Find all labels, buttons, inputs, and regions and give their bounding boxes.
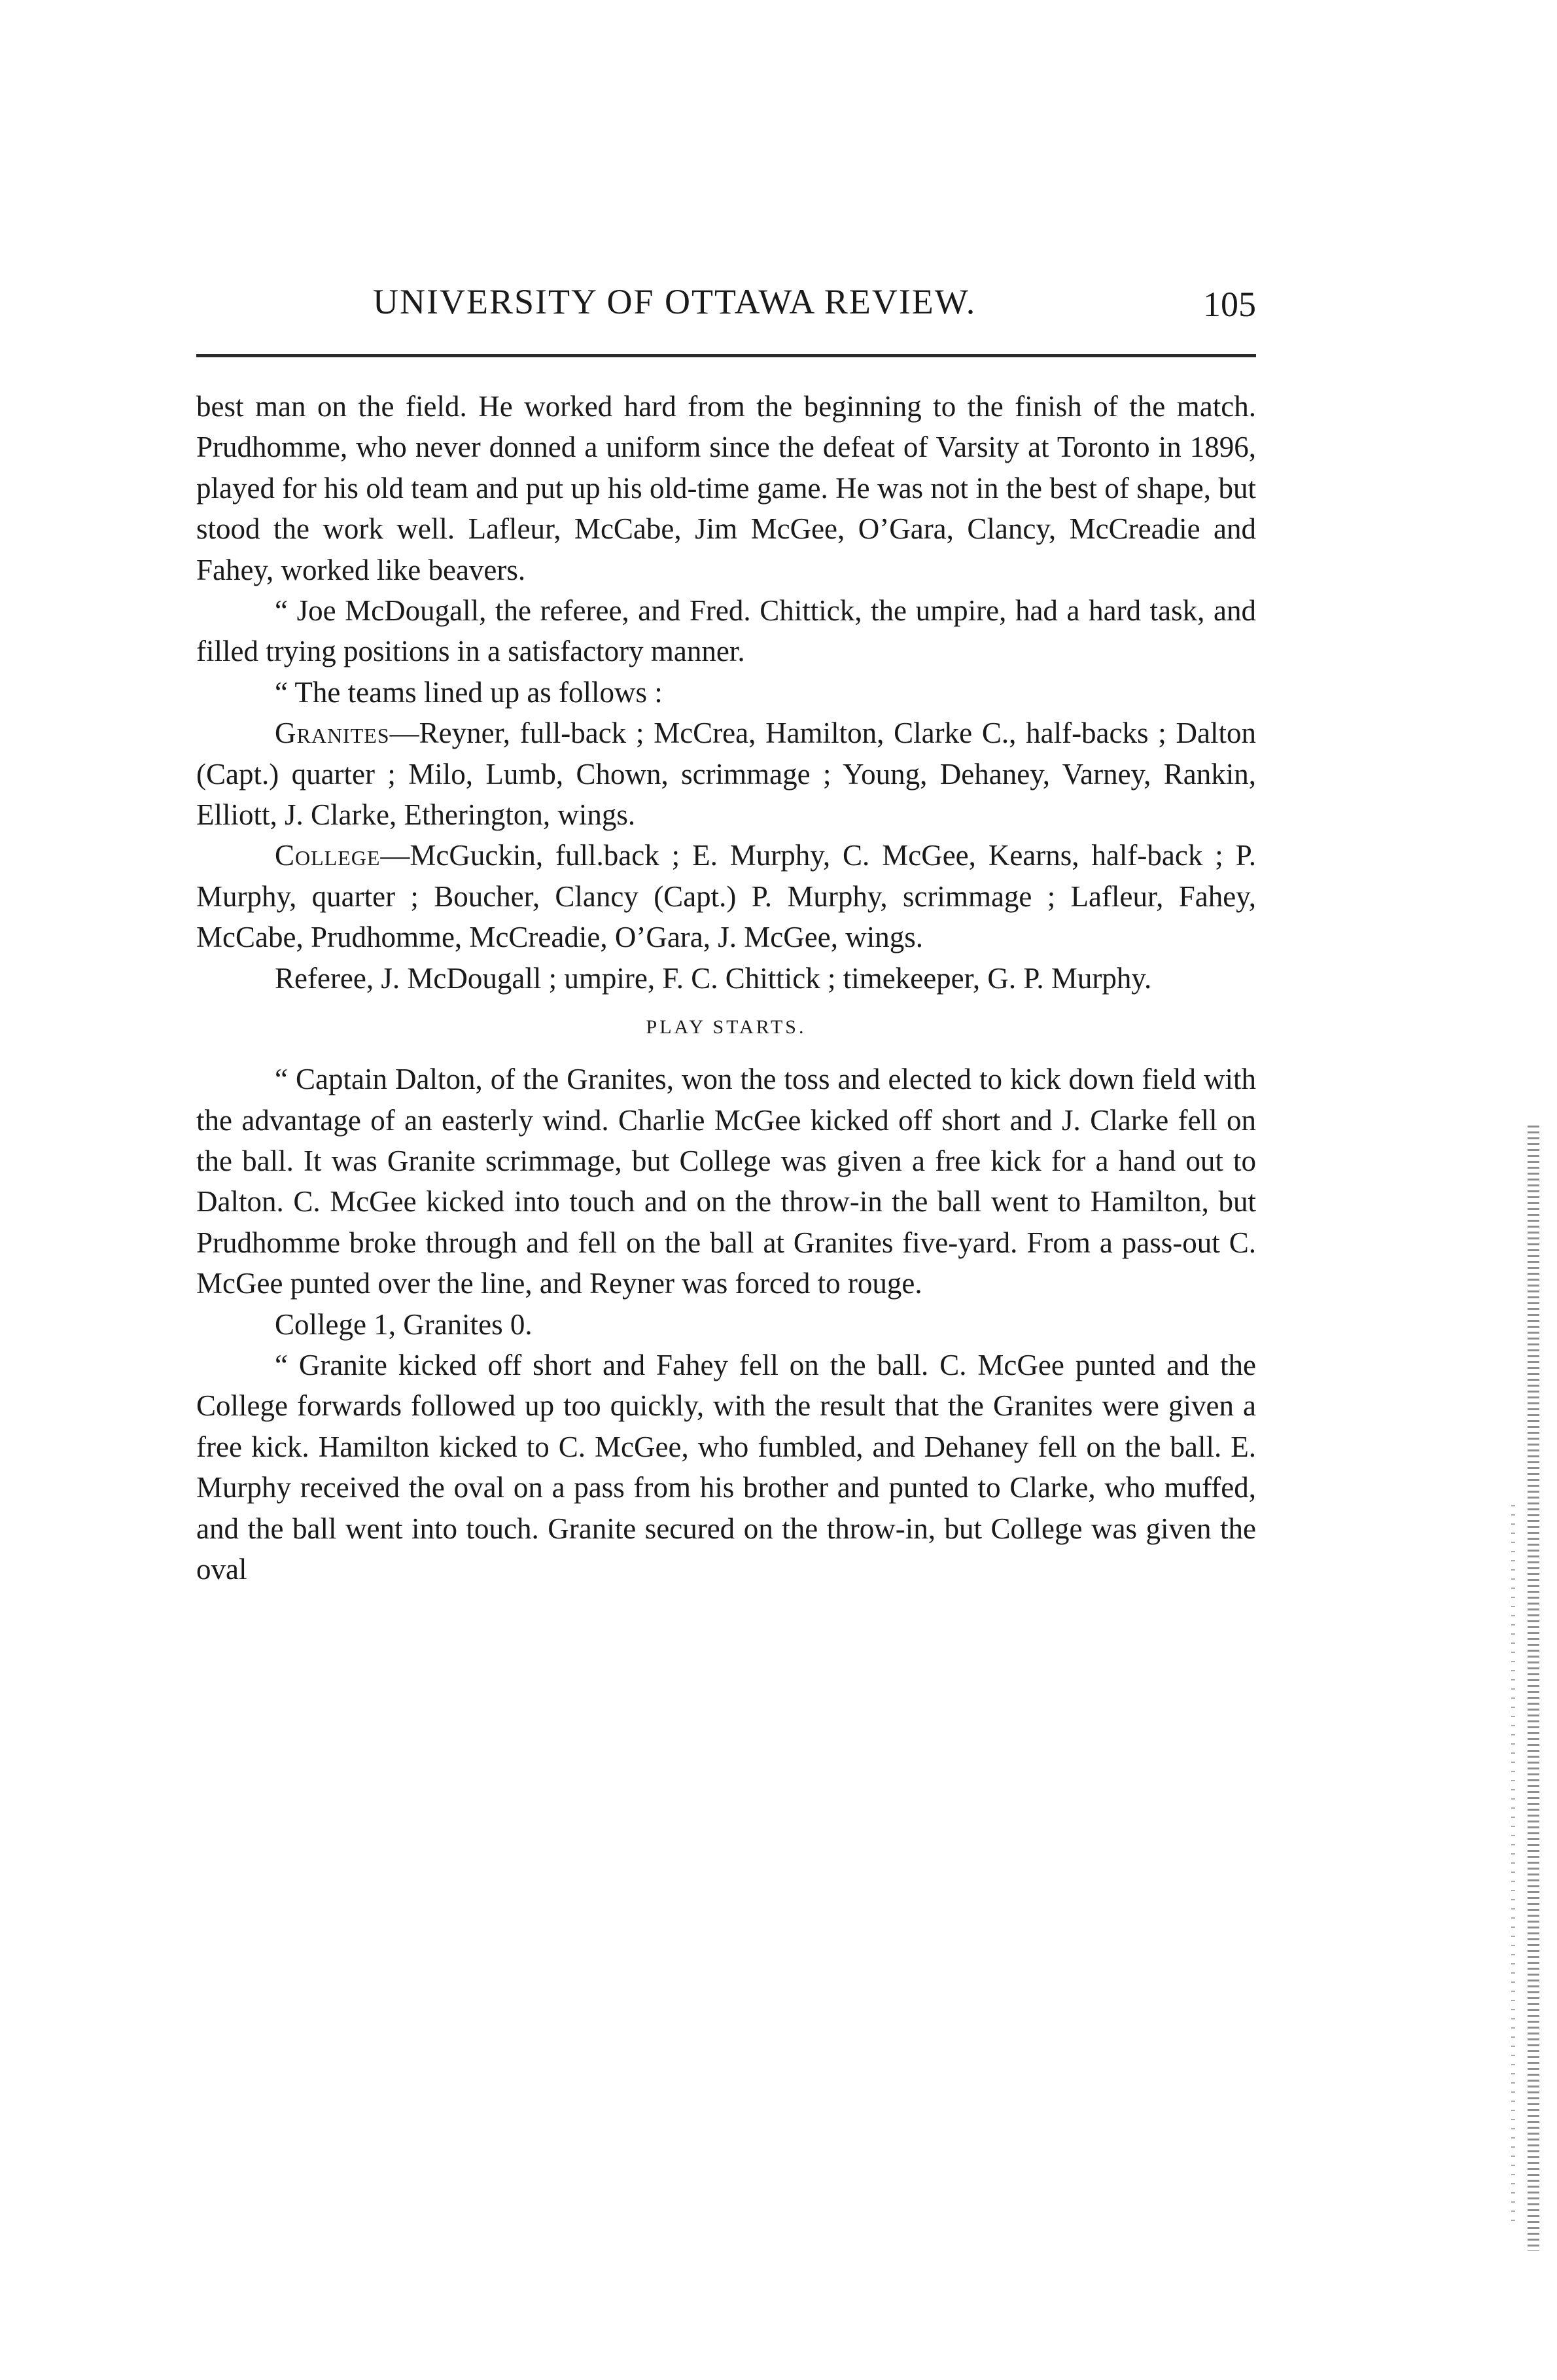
lineup-college-text: —McGuckin, full.back ; E. Murphy, C. McGee, Kearns, half-back ; P. Murphy, quarter ; Boucher, Clancy (Capt.) P. Murphy, scrimmage ; Lafleur, Fahey, McCabe, Prudhomme, McCreadie, O’Gara, J. McGee, wings. (196, 839, 1256, 954)
article-body (196, 386, 1256, 1590)
lineup-granites-text: —Reyner, full-back ; McCrea, Hamilton, Clarke C., half-backs ; Dalton (Capt.) quarter ; Milo, Lumb, Chown, scrimmage ; Young, Dehaney, Varney, Rankin, Elliott, J. Clarke, Etherington, wings. (196, 717, 1256, 832)
team-label-granites: Granites (275, 717, 390, 750)
section-heading: PLAY STARTS. (646, 1016, 807, 1039)
page-number: 105 (1203, 285, 1256, 324)
running-header (196, 281, 1256, 334)
scan-edge-artifact (1511, 1505, 1515, 2225)
lineup-college (196, 835, 1256, 957)
officials-line: Referee, J. McDougall ; umpire, F. C. Chittick ; timekeeper, G. P. Murphy. (275, 961, 1152, 995)
team-label-college: College (275, 839, 381, 872)
paragraph: “ Granite kicked off short and Fahey fell on the ball. C. McGee punted and the College forwards followed up too quickly, with the result that the Granites were given a free kick. Hamilton kicked to C. McGee, who fumbled, and Dehaney fell on the ball. E. Murphy received the oval on a pass from his brother and punted to Clarke, who muffed, and the ball went into touch. Granite secured on the throw-in, but College was given the oval (196, 1348, 1256, 1586)
paragraph: “ Joe McDougall, the referee, and Fred. Chittick, the umpire, had a hard task, and filled trying positions in a satisfactory manner. (196, 594, 1256, 668)
scan-edge-artifact (1528, 1126, 1539, 2251)
paragraph: best man on the field. He worked hard from the beginning to the finish of the match. Prudhomme, who never donned a uniform since the defeat of Varsity at Toronto in 1896, played for his old team and put up his old-time game. He was not in the best of shape, but stood the work well. Lafleur, McCabe, Jim McGee, O’Gara, Clancy, McCreadie and Fahey, worked like beavers. (196, 390, 1256, 586)
lineup-granites (196, 713, 1256, 835)
score-line: College 1, Granites 0. (275, 1307, 533, 1341)
journal-title: UNIVERSITY OF OTTAWA REVIEW. (373, 282, 977, 321)
header-rule (196, 354, 1256, 357)
paragraph: “ Captain Dalton, of the Granites, won the toss and elected to kick down field with the advantage of an easterly wind. Charlie McGee kicked off short and J. Clarke fell on the ball. It was Granite scrimmage, but College was given a free kick for a hand out to Dalton. C. McGee kicked into touch and on the throw-in the ball went to Hamilton, but Prudhomme broke through and fell on the ball at Granites five-yard. From a pass-out C. McGee punted over the line, and Reyner was forced to rouge. (196, 1063, 1256, 1300)
paragraph: “ The teams lined up as follows : (275, 675, 663, 709)
